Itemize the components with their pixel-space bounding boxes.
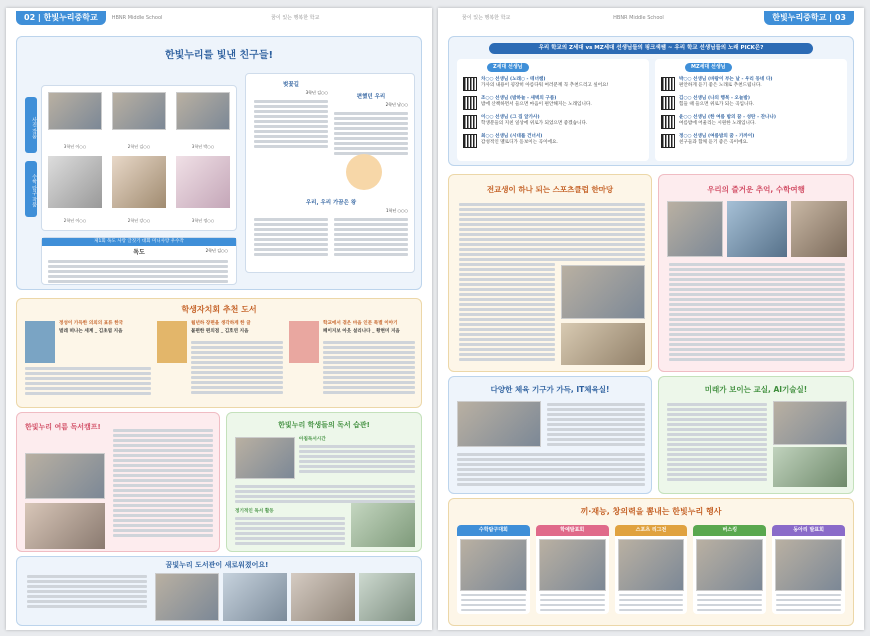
event-card xyxy=(693,525,766,614)
habit-photo xyxy=(235,437,295,479)
sports-title: 전교생이 하나 되는 스포츠클럽 한마당 xyxy=(486,185,614,194)
art-photo xyxy=(176,92,230,130)
essay-heading: 제1회 독도 사랑 글짓기 대회 미니사랑 우수작 xyxy=(42,238,236,246)
habit-photo xyxy=(351,503,415,547)
song-pick-item xyxy=(661,115,841,129)
habit-sub: 아침독서시간 xyxy=(299,437,326,442)
poem-author: 3학년 김○○ xyxy=(305,90,328,95)
art-caption: 3학년 박○○ xyxy=(191,144,215,149)
poems-panel xyxy=(245,73,415,273)
book-sub: 페이지보 아웃 설리나다 _ 황현미 지음 xyxy=(323,329,400,334)
event-text xyxy=(461,594,526,612)
mz-label: MZ세대 선생님 xyxy=(685,63,732,72)
event-photo xyxy=(696,539,763,591)
event-text xyxy=(697,594,762,612)
event-text xyxy=(619,594,684,612)
book-cover xyxy=(25,321,55,363)
mz-panel xyxy=(655,59,847,161)
library-photo xyxy=(359,573,415,621)
sci-caption: 3학년 정○○ xyxy=(191,218,215,223)
event-label: 학예발표회 xyxy=(536,525,609,536)
poem-author: 2학년 남○○ xyxy=(385,102,408,107)
ai-photo xyxy=(773,447,847,487)
qr-code-icon[interactable] xyxy=(463,77,477,91)
events-title: 끼·재능, 창의력을 뽐내는 한빛누리 행사 xyxy=(580,507,722,516)
essay-panel xyxy=(41,237,237,285)
sci-photo xyxy=(48,156,102,208)
poem-title: 벚꽃길 xyxy=(283,82,299,88)
trip-text xyxy=(669,261,845,363)
camp-text xyxy=(113,427,213,539)
book-sub: 불편한 편의점 _ 김호연 지음 xyxy=(191,329,249,334)
book-head: 학교에서 겪은 마음 인문 특별 이야기 xyxy=(323,321,398,326)
art-photo xyxy=(48,92,102,130)
art-photo xyxy=(112,92,166,130)
teacher-pick-desc: 학생분들의 지친 일상에 위로가 되었으면 좋겠습니다. xyxy=(481,120,588,126)
sci-photo xyxy=(176,156,230,208)
event-card xyxy=(457,525,530,614)
sci-photo xyxy=(112,156,166,208)
school-subtitle: HBNR Middle School xyxy=(111,14,163,21)
qr-code-icon[interactable] xyxy=(463,134,477,148)
page-tag: 02 | 한빛누리중학교 xyxy=(16,11,106,26)
teacher-pick-desc: 편안하게 듣기 좋은 노래로 추천드립니다. xyxy=(679,82,762,88)
song-pick-item xyxy=(661,96,841,110)
event-photo xyxy=(460,539,527,591)
poem-title: 편했던 우리 xyxy=(356,94,386,100)
camp-photo xyxy=(25,453,105,499)
left-page xyxy=(6,8,432,630)
gym-text xyxy=(457,451,645,488)
library-section xyxy=(16,556,422,626)
picks-title: 우리 학교의 Z세대 vs MZ세대 선생님들의 핑크색쌤 ~ 우리 학교 선생님들의 노래 PICK은? xyxy=(489,43,813,54)
sci-caption: 2학년 이○○ xyxy=(63,218,87,223)
book-card xyxy=(25,319,151,403)
z-panel xyxy=(457,59,649,161)
qr-code-icon[interactable] xyxy=(661,115,675,129)
event-photo xyxy=(775,539,842,591)
teacher-pick-name: 조○○ 선생님 (밤하늘 - 새벽의 구름) xyxy=(481,95,557,101)
gym-photo xyxy=(457,401,541,447)
gym-text xyxy=(547,401,645,448)
song-pick-item xyxy=(661,134,841,148)
trip-photo xyxy=(727,201,787,257)
song-picks-section xyxy=(448,36,854,166)
ai-room-title: 미래가 보이는 교실, AI기술실! xyxy=(704,385,808,394)
library-text xyxy=(27,573,147,610)
event-card xyxy=(615,525,688,614)
song-pick-item xyxy=(463,115,643,129)
teacher-pick-desc: 힘들 때 들으면 위로가 되는 곡입니다. xyxy=(679,101,755,107)
song-pick-item xyxy=(661,77,841,91)
event-label: 버스킹 xyxy=(693,525,766,536)
teacher-pick-desc: 여름밤에 어울리는 시원한 노래입니다. xyxy=(679,120,756,126)
poem-author: 1학년 ○○○ xyxy=(385,208,408,213)
habit-text xyxy=(299,443,415,475)
qr-code-icon[interactable] xyxy=(661,96,675,110)
poem-title: 우리, 우리 가끔은 왕 xyxy=(305,200,357,206)
events-row xyxy=(457,525,845,614)
events-section xyxy=(448,498,854,626)
book-head: 정성이 가득한 의외의 표류 한국 xyxy=(59,321,124,326)
teacher-pick-name: 최○○ 선생님 (시대를 건너서) xyxy=(481,133,543,139)
teacher-pick-desc: 가사의 내용이 굉장히 아름다워 여러분께 꼭 추천드리고 싶어요! xyxy=(481,82,609,88)
art-label: 사진 작품 xyxy=(25,97,37,153)
teacher-pick-name: 정○○ 선생님 (여름밤의 꿈 - 가까이) xyxy=(679,133,755,139)
ai-room-section xyxy=(658,376,854,494)
sun-illustration xyxy=(346,154,382,190)
habit-text xyxy=(235,483,415,505)
book-text xyxy=(323,339,415,396)
poem-text xyxy=(334,110,408,157)
event-label: 동아리 발표회 xyxy=(772,525,845,536)
book-head: 월년하 장편을 생각하게 한 글 xyxy=(191,321,251,326)
art-caption: 3학년 이○○ xyxy=(63,144,87,149)
trip-photo xyxy=(667,201,723,257)
mz-list xyxy=(655,77,847,148)
event-text xyxy=(540,594,605,612)
z-list xyxy=(457,77,649,148)
left-header xyxy=(6,8,432,28)
book-card xyxy=(289,319,415,403)
sci-label: 수학 탐구 작품 xyxy=(25,161,37,217)
it-gym-section xyxy=(448,376,652,494)
art-caption: 2학년 김○○ xyxy=(127,144,151,149)
math-trip-title: 우리의 즐거운 추억, 수학여행 xyxy=(707,185,805,194)
books-section xyxy=(16,298,422,408)
motto: 꿈이 있는 행복한 학교 xyxy=(461,14,511,21)
camp-title: 한빛누리 여름 독서캠프! xyxy=(25,423,101,431)
teacher-pick-name: 박○○ 선생님 (바람이 부는 날 - 우리 동네 다) xyxy=(679,76,773,82)
qr-code-icon[interactable] xyxy=(463,115,477,129)
math-trip-section xyxy=(658,174,854,372)
teacher-pick-desc: 친구들과 함께 듣기 좋은 곡이에요. xyxy=(679,139,749,145)
library-photo xyxy=(155,573,219,621)
song-pick-item xyxy=(463,96,643,110)
teacher-pick-desc: 밤에 산책하면서 들으면 마음이 편안해지는 노래입니다. xyxy=(481,101,592,107)
books-title: 학생자치회 추천 도서 xyxy=(181,305,257,314)
book-text xyxy=(191,339,283,396)
sports-photo xyxy=(561,265,645,319)
event-card xyxy=(536,525,609,614)
habit-section xyxy=(226,412,422,552)
teacher-pick-name: 김○○ 선생님 (나의 행복 - 오늘밤) xyxy=(679,95,750,101)
song-pick-item xyxy=(463,134,643,148)
qr-code-icon[interactable] xyxy=(661,77,675,91)
event-label: 스포츠 리그전 xyxy=(615,525,688,536)
essay-text xyxy=(48,258,228,285)
teacher-pick-name: 차○○ 선생님 (노래○ - 테너쌤) xyxy=(481,76,546,82)
qr-code-icon[interactable] xyxy=(661,134,675,148)
sports-text xyxy=(459,201,645,263)
teacher-pick-desc: 감성적인 멜로디가 돋보이는 곡이에요. xyxy=(481,139,558,145)
essay-author: 2학년 김○○ xyxy=(205,248,228,253)
essay-title: 독도 xyxy=(133,249,145,257)
sports-text xyxy=(459,261,555,363)
habit-sub: 정기적인 독서 활동 xyxy=(235,509,274,514)
qr-code-icon[interactable] xyxy=(463,96,477,110)
poem-text xyxy=(334,216,408,258)
habit-text xyxy=(235,515,345,547)
teacher-pick-name: 이○○ 선생님 (그 집 앞가사) xyxy=(481,114,540,120)
ai-photo xyxy=(773,401,847,445)
song-pick-item xyxy=(463,77,643,91)
z-label: Z세대 선생님 xyxy=(487,63,529,72)
sci-caption: 2학년 강○○ xyxy=(127,218,151,223)
library-photo xyxy=(291,573,355,621)
teacher-pick-name: 윤○○ 선생님 (한 여름 밤의 꿈 - 성탄 - 잔나나) xyxy=(679,114,776,120)
friends-section xyxy=(16,36,422,290)
camp-section xyxy=(16,412,220,552)
right-page xyxy=(438,8,864,630)
event-card xyxy=(772,525,845,614)
poem-text xyxy=(254,98,328,150)
sports-photo xyxy=(561,323,645,365)
art-grid xyxy=(41,85,237,231)
library-photo xyxy=(223,573,287,621)
book-sub: 벌레 떠나는 세계 _ 김초엽 지음 xyxy=(59,329,123,334)
page-tag: 한빛누리중학교 | 03 xyxy=(764,11,854,26)
event-photo xyxy=(618,539,685,591)
poem-text xyxy=(254,216,328,258)
right-header xyxy=(438,8,864,28)
book-card xyxy=(157,319,283,403)
book-cover xyxy=(157,321,187,363)
event-photo xyxy=(539,539,606,591)
camp-photo xyxy=(25,503,105,549)
book-text xyxy=(25,365,151,397)
school-subtitle: HBNR Middle School xyxy=(613,14,664,21)
motto: 꿈이 있는 행복한 학교 xyxy=(271,14,320,21)
event-label: 수학탐구대회 xyxy=(457,525,530,536)
trip-photo xyxy=(791,201,847,257)
book-cover xyxy=(289,321,319,363)
sports-section xyxy=(448,174,652,372)
event-text xyxy=(776,594,841,612)
friends-title: 한빛누리를 빛낸 친구들! xyxy=(164,50,274,61)
it-gym-title: 다양한 체육 기구가 가득, IT체육실! xyxy=(490,385,610,394)
ai-text xyxy=(667,401,767,483)
habit-title: 한빛누리 학생들의 독서 습관! xyxy=(278,421,370,429)
library-title: 꿈빛누리 도서관이 새로워졌어요! xyxy=(165,561,269,569)
